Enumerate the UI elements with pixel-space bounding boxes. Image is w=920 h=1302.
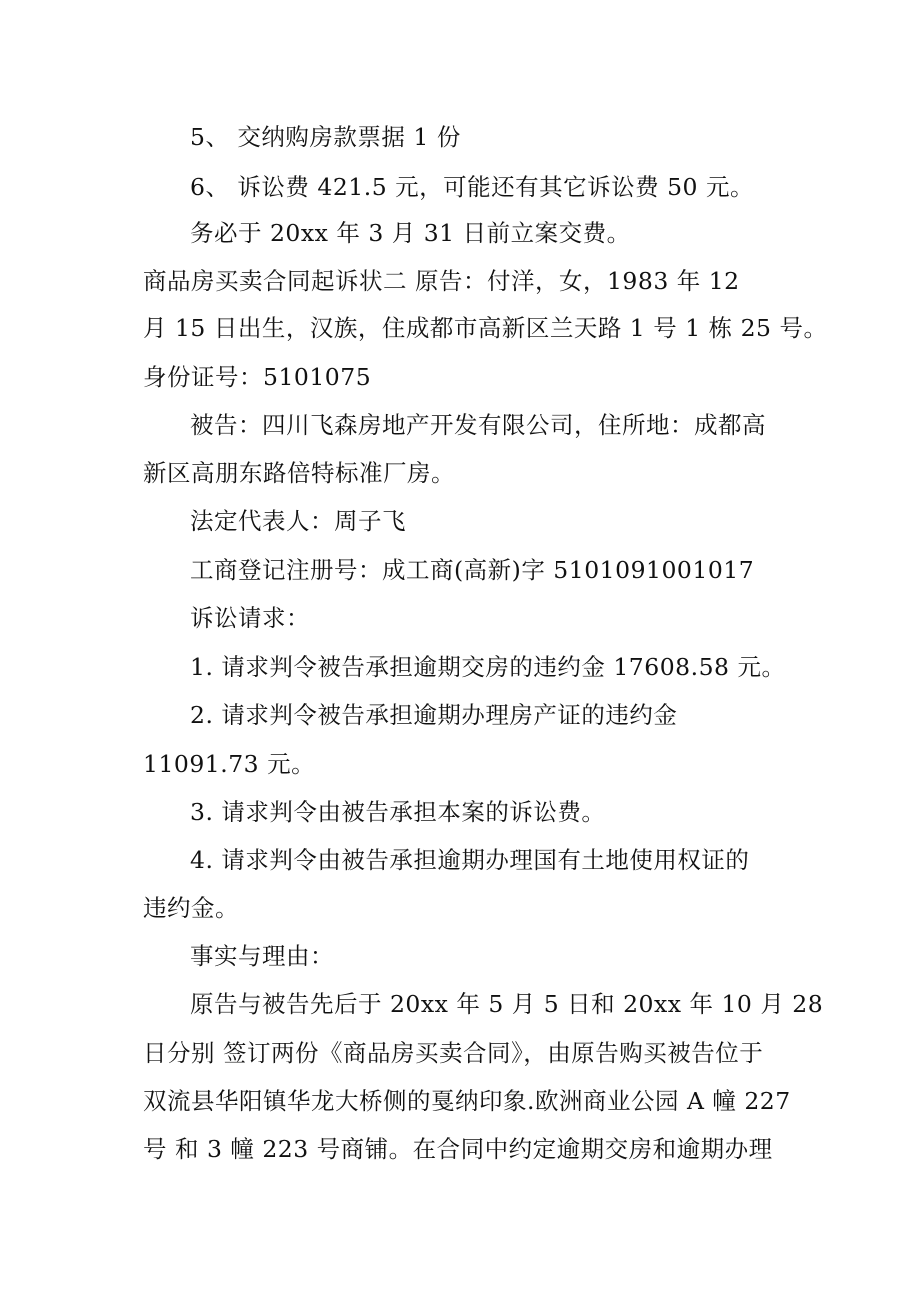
text-line-20: 日分别 签订两份《商品房买卖合同》，由原告购买被告位于 [143,1039,764,1067]
text-line-21: 双流县华阳镇华龙大桥侧的戛纳印象.欧洲商业公园 A 幢 227 [143,1087,791,1115]
text-line-22: 号 和 3 幢 223 号商铺。在合同中约定逾期交房和逾期办理 [143,1135,773,1163]
text-line-3: 务必于 20xx 年 3 月 31 日前立案交费。 [190,219,631,247]
text-line-4: 商品房买卖合同起诉状二 原告：付洋，女，1983 年 12 [143,267,740,295]
text-line-1: 5、 交纳购房款票据 1 份 [190,123,461,151]
text-line-6: 身份证号：5101075 [143,363,372,391]
text-line-12: 1. 请求判令被告承担逾期交房的违约金 17608.58 元。 [190,653,786,681]
text-line-7: 被告：四川飞森房地产开发有限公司，住所地：成都高 [190,411,766,439]
text-line-13: 2. 请求判令被告承担逾期办理房产证的违约金 [190,701,678,729]
text-line-5: 月 15 日出生，汉族，住成都市高新区兰天路 1 号 1 栋 25 号。 [143,314,828,342]
text-line-19: 原告与被告先后于 20xx 年 5 月 5 日和 20xx 年 10 月 28 [190,990,824,1018]
text-line-9: 法定代表人：周子飞 [190,507,406,535]
text-line-16: 4. 请求判令由被告承担逾期办理国有土地使用权证的 [190,846,750,874]
text-line-10: 工商登记注册号：成工商(高新)字 5101091001017 [190,556,755,584]
text-line-11: 诉讼请求： [190,604,310,632]
text-line-8: 新区高朋东路倍特标准厂房。 [143,459,455,487]
text-line-15: 3. 请求判令由被告承担本案的诉讼费。 [190,798,606,826]
text-line-17: 违约金。 [143,894,239,922]
text-line-2: 6、 诉讼费 421.5 元，可能还有其它诉讼费 50 元。 [190,173,754,201]
text-line-14: 11091.73 元。 [143,750,316,778]
text-line-18: 事实与理由： [190,942,334,970]
